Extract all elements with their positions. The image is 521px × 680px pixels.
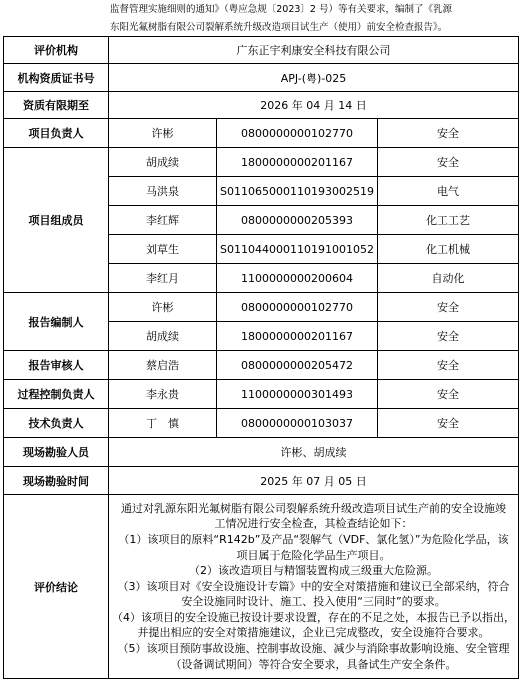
person-field: 安全 (378, 119, 519, 148)
person-field: 电气 (378, 177, 519, 206)
person-name: 李红辉 (109, 206, 217, 235)
row-survey-time (4, 467, 519, 495)
person-cert: 1100000000301493 (217, 380, 378, 409)
person-cert: 1800000000201167 (217, 148, 378, 177)
person-field: 安全 (378, 148, 519, 177)
person-cert: 0800000000102770 (217, 293, 378, 322)
person-field: 化工机械 (378, 235, 519, 264)
person-name: 马洪泉 (109, 177, 217, 206)
person-name: 许彬 (109, 119, 217, 148)
conclusion-line: （2）该改造项目与精馏装置构成三级重大危险源。 (189, 564, 439, 578)
row-conclusion (4, 495, 519, 679)
org-label: 评价机构 (4, 37, 109, 64)
conclusion-line: （5）该项目预防事故设施、控制事故设施、减少与消除事故影响设施、安全管理 (117, 642, 510, 656)
survey-time-value: 2025 年 07 月 05 日 (109, 467, 519, 495)
cert-label: 机构资质证书号 (4, 64, 109, 92)
person-name: 丁 慎 (109, 409, 217, 438)
cert-value: APJ-(粤)-025 (109, 64, 519, 92)
person-cert: S011044000110191001052 (217, 235, 378, 264)
person-field: 安全 (378, 322, 519, 351)
conclusion-line: 工情况进行安全检查，其检查结论如下： (214, 517, 413, 531)
row-process (4, 380, 519, 409)
row-member (4, 148, 519, 177)
person-field: 安全 (378, 293, 519, 322)
writers-label: 报告编制人 (4, 293, 109, 351)
intro-text (110, 0, 518, 37)
person-name: 胡成续 (109, 148, 217, 177)
person-name: 蔡启浩 (109, 351, 217, 380)
tech-label: 技术负责人 (4, 409, 109, 438)
person-cert: 0800000000205393 (217, 206, 378, 235)
person-field: 自动化 (378, 264, 519, 293)
members-label: 项目组成员 (4, 148, 109, 293)
process-label: 过程控制负责人 (4, 380, 109, 409)
conclusion-line: 项目属于危险化学品生产项目。 (236, 548, 391, 562)
person-name: 刘草生 (109, 235, 217, 264)
person-cert: 1100000000200604 (217, 264, 378, 293)
person-name: 李红月 (109, 264, 217, 293)
person-cert: 0800000000103037 (217, 409, 378, 438)
row-leader (4, 119, 519, 148)
valid-label: 资质有限期至 (4, 92, 109, 119)
row-writer (4, 293, 519, 322)
conclusion-line: （设备调试期间）等符合安全要求，具备试生产安全条件。 (170, 657, 457, 671)
row-survey-people (4, 438, 519, 467)
row-tech (4, 409, 519, 438)
intro-line: 监督管理实施细则的通知》（粤应急规〔2023〕2 号）等有关要求，编制了《乳源 (110, 4, 452, 15)
person-cert: 1800000000201167 (217, 322, 378, 351)
row-reviewer (4, 351, 519, 380)
conclusion-line: （1）该项目的原料“R142b”及产品“裂解气（VDF、氯化氢）”为危险化学品，该 (118, 532, 509, 546)
reviewer-label: 报告审核人 (4, 351, 109, 380)
survey-time-label: 现场勘验时间 (4, 467, 109, 495)
person-field: 化工工艺 (378, 206, 519, 235)
valid-value: 2026 年 04 月 14 日 (109, 92, 519, 119)
person-name: 李永贵 (109, 380, 217, 409)
conclusion-line: （4）该项目的安全设施已按设计要求设置，存在的不足之处，本报告已予以指出， (112, 610, 516, 624)
row-org (4, 37, 519, 64)
person-field: 安全 (378, 409, 519, 438)
safety-check-table (3, 36, 519, 679)
conclusion-line: （3）该项目对《安全设施设计专篇》中的安全对策措施和建议已全部采纳，符合 (117, 579, 510, 593)
person-cert: 0800000000102770 (217, 119, 378, 148)
person-name: 胡成续 (109, 322, 217, 351)
conclusion-label: 评价结论 (4, 495, 109, 679)
org-value: 广东正宇利康安全科技有限公司 (109, 37, 519, 64)
conclusion-line: 通过对乳源东阳光氟树脂有限公司裂解系统升级改造项目试生产前的安全设施竣 (121, 501, 507, 515)
survey-people-value: 许彬、胡成续 (109, 438, 519, 467)
conclusion-line: 并提出相应的安全对策措施建议，企业已完成整改，安全设施符合要求。 (137, 626, 490, 640)
leader-label: 项目负责人 (4, 119, 109, 148)
row-cert (4, 64, 519, 92)
intro-line: 东阳光氟树脂有限公司裂解系统升级改造项目试生产（使用）前安全检查报告》。 (110, 22, 448, 33)
survey-people-label: 现场勘验人员 (4, 438, 109, 467)
person-cert: 0800000000205472 (217, 351, 378, 380)
person-field: 安全 (378, 380, 519, 409)
conclusion-text (109, 495, 519, 679)
row-valid (4, 92, 519, 119)
person-cert: S011065000110193002519 (217, 177, 378, 206)
conclusion-line: 安全设施同时设计、施工、投入使用“三同时”的要求。 (181, 595, 446, 609)
person-field: 安全 (378, 351, 519, 380)
person-name: 许彬 (109, 293, 217, 322)
